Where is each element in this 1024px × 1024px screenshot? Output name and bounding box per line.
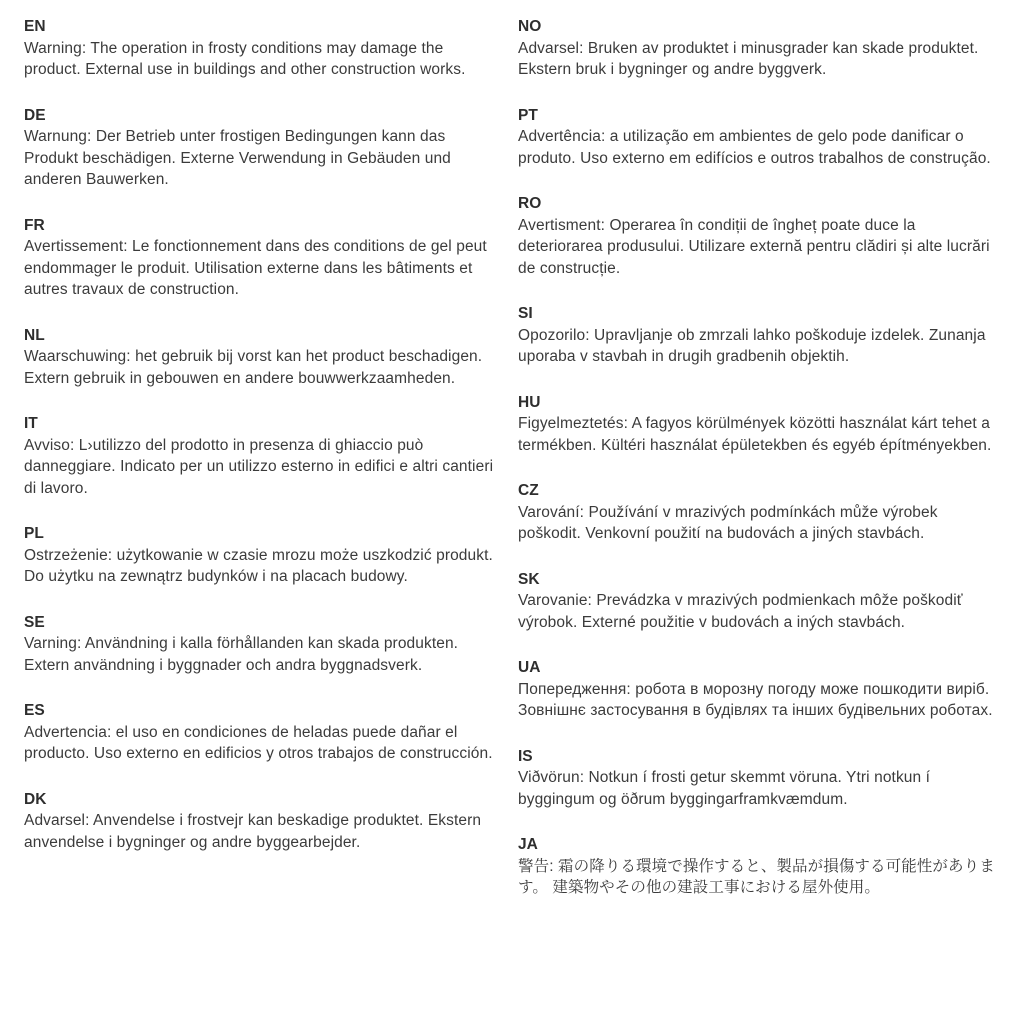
language-section-no xyxy=(518,16,1000,81)
warning-text: 警告: 霜の降りる環境で操作すると、製品が損傷する可能性があります。 建築物やその他の建設工事における屋外使用。 xyxy=(518,857,995,896)
warning-text: Varning: Användning i kalla förhållanden kan skada produkten. Extern användning i byggnader och andra byggnadsverk. xyxy=(24,635,459,674)
warning-text: Advarsel: Bruken av produktet i minusgrader kan skade produktet. Ekstern bruk i bygninger og andre byggverk. xyxy=(518,39,979,78)
language-code: FR xyxy=(24,216,45,234)
language-section-ro xyxy=(518,193,1000,279)
warning-text: Warning: The operation in frosty conditions may damage the product. External use in buildings and other construction works. xyxy=(24,39,466,78)
language-section-sk xyxy=(518,569,1000,634)
language-section-nl xyxy=(24,325,494,390)
language-code: SE xyxy=(24,613,45,631)
warning-text: Avviso: L›utilizzo del prodotto in presenza di ghiaccio può danneggiare. Indicato per un utilizzo esterno in edifici e altri cantieri di lavoro. xyxy=(24,436,494,497)
language-code: DK xyxy=(24,790,47,808)
language-section-es xyxy=(24,700,494,765)
language-section-fr xyxy=(24,215,494,301)
language-code: CZ xyxy=(518,482,539,499)
language-section-hu xyxy=(518,392,1000,457)
warning-text: Warnung: Der Betrieb unter frostigen Bedingungen kann das Produkt beschädigen. Externe Verwendung in Gebäuden und anderen Bauwerken. xyxy=(24,128,451,188)
language-section-ja xyxy=(518,834,1000,899)
language-code: UA xyxy=(518,659,541,676)
warning-text: Avertisment: Operarea în condiții de îngheț poate duce la deteriorarea produsului. Utilizare externă pentru clădiri și alte lucrări de construcție. xyxy=(518,216,990,277)
language-code: NO xyxy=(518,18,542,35)
warning-text: Varovanie: Prevádzka v mrazivých podmienkach môže poškodiť výrobok. Externé použitie v budovách a iných stavbách. xyxy=(518,592,963,631)
language-code: SI xyxy=(518,305,533,322)
warning-text: Advertencia: el uso en condiciones de heladas puede dañar el producto. Uso externo en edificios y otros trabajos de construcción. xyxy=(24,723,493,762)
language-section-se xyxy=(24,612,494,677)
language-section-de xyxy=(24,105,494,191)
language-code: NL xyxy=(24,326,45,344)
warning-text: Viðvörun: Notkun í frosti getur skemmt vöruna. Ytri notkun í byggingum og öðrum byggingarframkvæmdum. xyxy=(518,769,931,808)
language-code: EN xyxy=(24,18,46,35)
language-code: DE xyxy=(24,106,46,124)
right-column xyxy=(518,16,1000,923)
language-section-is xyxy=(518,746,1000,811)
language-section-en xyxy=(24,16,494,81)
warning-text: Попередження: робота в морозну погоду може пошкодити виріб. Зовнішнє застосування в будівлях та інших будівельних роботах. xyxy=(518,680,993,719)
language-code: ES xyxy=(24,702,45,719)
language-section-si xyxy=(518,303,1000,368)
language-section-pt xyxy=(518,105,1000,170)
language-code: SK xyxy=(518,570,540,588)
warning-text: Opozorilo: Upravljanje ob zmrzali lahko poškoduje izdelek. Zunanja uporaba v stavbah in drugih gradbenih objektih. xyxy=(518,326,986,365)
warning-text: Advertência: a utilização em ambientes de gelo pode danificar o produto. Uso externo em edifícios e outros trabalhos de construção. xyxy=(518,128,991,167)
language-code: PT xyxy=(518,106,538,124)
warning-text: Waarschuwing: het gebruik bij vorst kan het product beschadigen. Extern gebruik in gebouwen en andere bouwwerkzaamheden. xyxy=(24,348,483,387)
left-column xyxy=(24,16,494,923)
language-section-cz xyxy=(518,480,1000,545)
language-section-dk xyxy=(24,789,494,854)
warning-text: Avertissement: Le fonctionnement dans des conditions de gel peut endommager le produit. Utilisation externe dans les bâtiments et autres travaux de construction. xyxy=(24,238,487,298)
language-section-ua xyxy=(518,657,1000,722)
warning-text: Figyelmeztetés: A fagyos körülmények közötti használat kárt tehet a termékben. Kültéri használat épületekben és egyéb építményekben. xyxy=(518,415,992,454)
language-section-it xyxy=(24,413,494,499)
language-section-pl xyxy=(24,523,494,588)
warning-text: Ostrzeżenie: użytkowanie w czasie mrozu może uszkodzić produkt. Do użytku na zewnątrz budynków i na placach budowy. xyxy=(24,546,493,585)
language-code: JA xyxy=(518,836,538,853)
language-code: HU xyxy=(518,393,541,411)
language-code: IT xyxy=(24,415,38,432)
language-code: IS xyxy=(518,747,533,765)
language-code: PL xyxy=(24,525,44,542)
warning-text: Varování: Používání v mrazivých podmínkách může výrobek poškodit. Venkovní použití na budovách a jiných stavbách. xyxy=(518,503,938,542)
warning-text: Advarsel: Anvendelse i frostvejr kan beskadige produktet. Ekstern anvendelse i bygninger og andre byggearbejder. xyxy=(24,812,482,851)
language-code: RO xyxy=(518,195,542,212)
